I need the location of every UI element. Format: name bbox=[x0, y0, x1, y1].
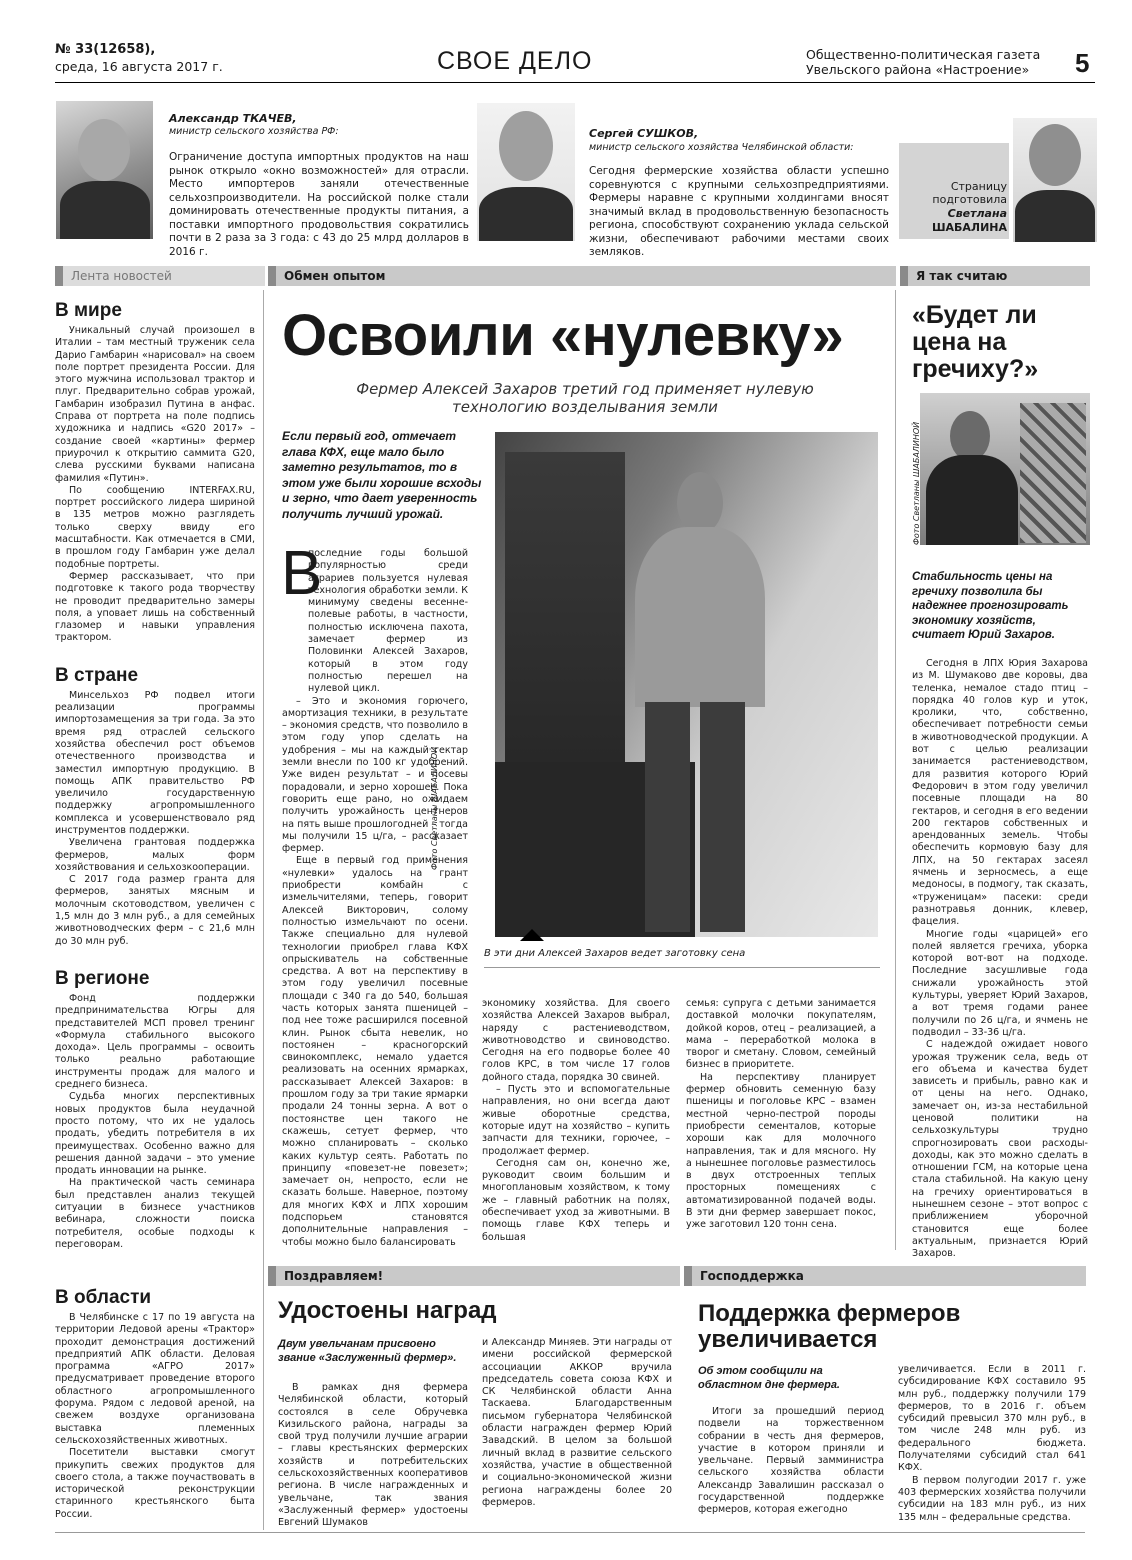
main-col2 bbox=[482, 998, 670, 1244]
sushkov-photo bbox=[477, 103, 575, 241]
quote2-role: министр сельского хозяйства Челябинской области: bbox=[589, 142, 854, 153]
main-col1-p2: – Это и экономия горючего, амортизация техники, в результате – экономия средств, что позволило в этом году упор сделать на удобрения – мы на каждый гектар земли внесли по 100 кг удобрений. Уже виден результат – и посевы порадовали, и зерно хорошее. Пока говорить еще рано, но ожидаем получить урожайность центнеров на пять выше прошлогодней – тогда мы получили 15 ц/га, – рассказает фермер. bbox=[282, 695, 468, 855]
prepared-by-line1: Страницу bbox=[950, 180, 1007, 193]
masthead-rule bbox=[55, 82, 1095, 83]
opinion-p3: С надеждой ожидает нового урожая труженик села, ведь от его объема и качества будет зависеть и прибыль, равно как и от цены на него. Однако, замечает он, из-за нестабильной ценовой политики на сельхозкультуры трудно спрогнозировать свои расходы-доходы, как это можно сделать в отношении ГСМ, на которые цена стала стабильной. На какую цену на гречиху ориентироваться в нынешнем сезоне – этот вопрос с приближением уборочной становится еще более актуальным, признается Юрий Захаров. bbox=[912, 1039, 1088, 1260]
news-country-p3: С 2017 года размер гранта для фермеров, занятых мясным и молочным скотоводством, увеличен с 1,5 млн до 3 млн руб., а для семейных животноводческих ферм – с 21,6 млн до 30 млн руб. bbox=[55, 874, 255, 947]
opinion-text bbox=[912, 658, 1088, 1261]
support-col2-p2: В первом полугодии 2017 г. уже 403 фермерских хозяйства получили субсидии на 183 млн руб., из них 135 млн – федеральные средства. bbox=[898, 1474, 1086, 1523]
news-world-text bbox=[55, 325, 255, 645]
main-col2-p1: экономику хозяйства. Для своего хозяйства Алексей Захаров выбрал, наряду с растениеводством, животноводство и свиноводство. Сегодня на его подворье более 40 голов КРС, в том числе 17 голов дойного стада, порядка 30 свиней. bbox=[482, 998, 670, 1083]
main-photo-credit: Фото Светланы ШАБАЛИНОЙ bbox=[430, 746, 439, 870]
opinion-lead: Стабильность цены на гречиху позволила бы надежнее прогнозировать экономику хозяйств, считает Юрий Захаров. bbox=[912, 571, 1069, 641]
awards-col2-text: и Александр Миняев. Эти награды от имени российской фермерской ассоциации АККОР вручила председатель совета союза КФХ и СК Челябинской области Анна Таскаева. Благодарственным письмом губернатора Челябинской области награжден фермер Юрий Завадский. В целом за большой личный вклад в развитие сельского хозяйства, участие в общественной и социально-экономической жизни региона награждены более 20 фермеров. bbox=[482, 1337, 672, 1508]
support-title-line2: увеличивается bbox=[698, 1326, 878, 1353]
issue-date: среда, 16 августа 2017 г. bbox=[55, 59, 223, 74]
news-country-text bbox=[55, 690, 255, 948]
news-oblast bbox=[55, 1287, 255, 1521]
column-divider-right bbox=[895, 290, 896, 1250]
quote2-text: Сегодня фермерские хозяйства области успешно соревнуются с крупными сельхозпредприятиями. Фермеры наравне с крупными холдингами вносят значимый вклад в продовольственную безопасность региона, способствуют сохранению уклада сельской жизни, обеспечивают рабочими местами своих земляков. bbox=[589, 165, 889, 258]
strip-news-label: Лента новостей bbox=[71, 269, 172, 283]
news-country-heading: В стране bbox=[55, 664, 139, 686]
main-col2-p3: Сегодня сам он, конечно же, руководит своим большим и многоплановым хозяйством, к тому же – главный работник на полях, обеспечивает уход за животными. В помощь главе КФХ теперь и большая bbox=[482, 1157, 670, 1243]
main-col1-p3: Еще в первый год применения «нулевки» удалось на грант приобрести комбайн с измельчителями, теперь, говорит Алексей Викторович, солому полностью измельчают по осени. Также специально для нулевой технологии приобрел глава КФХ опрыскиватель на собственные средства. А вот на перспективу в этом году увеличил посевные площади с 340 га до 540, большая часть которых занята пшеницей – под нее тоже расширился посевной клин. Рынок сбыта невелик, но постоянен – красногорский свинокомплекс, немало удается реализовать на осенних ярмарках, рассказывает Алексей Захаров: в прошлом году за три такие ярмарки продали 24 тонны зерна. А вот о постоянстве цен такого не скажешь, сетует фермер, что можно спланировать – сколько каких культур сеять. Работать по принципу «повезет-не повезет»; замечает он, непросто, если не сказать больше. Наверное, поэтому для многих КФХ и ЛПХ хорошим подспорьем становятся дополнительные направления – чтобы можно было балансировать bbox=[282, 855, 468, 1248]
main-photo bbox=[495, 432, 878, 937]
main-col3-p1: семья: супруга с детьми занимается доставкой молочки покупателям, дойкой коров, отец – реализацией, а мама – переработкой молока в творог и сметану. Словом, семейный бизнес в приоритете. bbox=[686, 998, 876, 1071]
news-oblast-p1: В Челябинске с 17 по 19 августа на территории Ледовой арены «Трактор» проходит демонстрация достижений предприятий АПК области. Деловая программа «АГРО 2017» предусматривает проведение второго областного агропромышленного форума. Рядом с ледовой ареной, на свежем воздухе организована выставка племенных сельскохозяйственных животных. bbox=[55, 1312, 255, 1446]
main-title: Освоили «нулевку» bbox=[282, 303, 844, 368]
strip-experience bbox=[268, 266, 896, 286]
opinion-photo bbox=[920, 393, 1090, 545]
news-oblast-text bbox=[55, 1312, 255, 1521]
strip-opinion bbox=[900, 266, 1090, 286]
news-region-text bbox=[55, 993, 255, 1251]
strip-congrats-label: Поздравляем! bbox=[284, 1269, 384, 1283]
main-lead: Если первый год, отмечает глава КФХ, еще мало было заметно результатов, то в этом уже были хорошие всходы и зерно, что дает уверенность получить лучший урожай. bbox=[282, 429, 482, 521]
news-region-p2: Судьба многих перспективных новых продуктов была неудачной просто потому, что их не удалось продать, убедить потребителя в их преимуществах. Особенно важно для решения данной задачи – это умение продать инновации на рынке. bbox=[55, 1091, 255, 1177]
strip-support bbox=[684, 1266, 1086, 1286]
news-world-p1: Уникальный случай произошел в Италии – там местный труженик села Дарио Гамбарин «нарисовал» на своем поле портрет президента России. Для этого мужчина использовал трактор и плуг. Предварительно собрав урожай, Гамбарин изобразил Путина в анфас. Справа от портрета на поле подпись художника и надпись «G20 2017» – создание своей «картины» фермер приурочил к открытию саммита G20, слева русскими буквами написана фамилия «Путин». bbox=[55, 325, 255, 484]
strip-congrats bbox=[268, 1266, 680, 1286]
opinion-photo-credit: Фото Светланы ШАБАЛИНОЙ bbox=[912, 421, 921, 545]
support-col2 bbox=[898, 1364, 1086, 1524]
news-region-p3: На практической часть семинара был представлен анализ текущей ситуации в бизнесе участников вебинара, сложности поиска потребителя, особые подходы к переговорам. bbox=[55, 1177, 255, 1250]
main-photo-caption-rule bbox=[484, 967, 880, 968]
main-dropcap: В bbox=[281, 539, 323, 608]
issue-number: № 33(12658), bbox=[55, 42, 156, 57]
support-col2-p1: увеличивается. Если в 2011 г. субсидирование КФХ составило 95 млн руб., поддержку получили 179 фермеров, то в 2016 г. объем субсидий превысил 370 млн руб., в том числе 248 млн руб. из федерального бюджета. Получателями субсидий стал 641 КФХ. bbox=[898, 1364, 1086, 1474]
awards-col2 bbox=[482, 1337, 672, 1509]
awards-lead: Двум увельчанам присвоено звание «Заслуженный фермер». bbox=[278, 1338, 457, 1364]
support-col1-text: Итоги за прошедший период подвели на торжественном собрании в честь дня фермеров, участие в котором приняли и увельчане. Первый замминистра сельского хозяйства области Александр Завалишин рассказал о государственной поддержке фермеров, которая ежегодно bbox=[698, 1406, 884, 1516]
awards-title: Удостоены наград bbox=[278, 1297, 497, 1324]
quote1-name: Александр ТКАЧЕВ, bbox=[169, 112, 297, 125]
news-country-p1: Минсельхоз РФ подвел итоги реализации программы импортозамещения за три года. За это время ряд отраслей сельского хозяйства обеспечил рост объемов отечественного производства и заместил импортную продукцию. В помощь АПК правительство РФ увеличило государственную поддержку агропромышленного комплекса и усовершенствовало ряд инструментов поддержки. bbox=[55, 689, 255, 836]
prepared-by-name2: ШАБАЛИНА bbox=[931, 221, 1007, 234]
column-divider-left bbox=[263, 290, 264, 1530]
awards-col1-text: В рамках дня фермера Челябинской области, который состоялся в селе Обручевка Кизильского района, награды за свой труд получили лучшие аграрии – главы крестьянских фермерских хозяйств и потребительских сельскохозяйственных кооперативов региона. В числе награжденных и увельчане, так звания «Заслуженный фермер» удостоены Евгений Шумаков bbox=[278, 1382, 468, 1529]
main-col3 bbox=[686, 998, 876, 1232]
news-world-heading: В мире bbox=[55, 300, 122, 321]
main-col1-p1: последние годы большой популярностью среди аграриев пользуется нулевая технология обработки земли. К минимуму сведены весенне-полевые работы, в частности, полностью исключена пахота, замечает фермер из Половинки Алексей Захаров, который в этом году полностью перешел на нулевой цикл. bbox=[308, 548, 468, 695]
main-col2-p2: – Пусть это и вспомогательные направления, но они всегда дают живые оборотные средства, которые идут на хозяйство – купить запчасти для техники, горючее, – продолжает фермер. bbox=[482, 1084, 670, 1157]
strip-experience-label: Обмен опытом bbox=[284, 269, 386, 283]
paper-name-line1: Общественно-политическая газета bbox=[806, 47, 1041, 62]
news-region-p1: Фонд поддержки предпринимательства Югры для представителей МСП провел тренинг «Формула стабильного высокого дохода». Цель программы – освоить только реально работающие инструменты продаж для малого и среднего бизнеса. bbox=[55, 992, 255, 1091]
main-subtitle: Фермер Алексей Захаров третий год применяет нулевую технологию возделывания земли bbox=[356, 380, 814, 416]
news-column bbox=[55, 300, 255, 1251]
page-number: 5 bbox=[1075, 48, 1090, 78]
support-col1 bbox=[698, 1406, 884, 1517]
section-title: СВОЕ ДЕЛО bbox=[437, 47, 593, 75]
quote2-name: Сергей СУШКОВ, bbox=[589, 127, 699, 140]
paper-name-line2: Увельского района «Настроение» bbox=[806, 62, 1030, 77]
main-photo-caption-triangle bbox=[520, 929, 544, 941]
strip-support-label: Господдержка bbox=[700, 1269, 804, 1283]
news-country-p2: Увеличена грантовая поддержка фермеров, малых форм хозяйствования и сельхозкооперации. bbox=[55, 837, 255, 873]
main-col3-p2: На перспективу планирует фермер обновить семенную базу пшеницы и поголовье КРС – взамен местной черно-пестрой породы приобрести сементалов, которые хороши как для молочного направления, так и для мясного. Ну а нынешнее поголовье разместилось в двух отстроенных теплых просторных помещениях с автоматизированной подачей воды. В эти дни фермер завершает покос, уже заготовил 120 тонн сена. bbox=[686, 1071, 876, 1231]
bottom-rule bbox=[55, 1532, 1085, 1533]
news-region-heading: В регионе bbox=[55, 967, 150, 989]
strip-opinion-label: Я так считаю bbox=[916, 269, 1008, 283]
support-lead: Об этом сообщили на областном дне фермера. bbox=[698, 1365, 840, 1391]
shabalina-photo bbox=[1013, 118, 1097, 242]
main-photo-caption: В эти дни Алексей Захаров ведет заготовку сена bbox=[484, 948, 746, 959]
news-oblast-p2: Посетители выставки смогут прикупить свежих продуктов для своего стола, а также поучаствовать в исторической реконструкции старинного крестьянского быта России. bbox=[55, 1447, 255, 1520]
prepared-by-name1: Светлана bbox=[947, 207, 1007, 220]
opinion-title: «Будет ли цена на гречиху?» bbox=[912, 301, 1039, 383]
opinion-p1: Сегодня в ЛПХ Юрия Захарова из М. Шумаково две коровы, два теленка, немалое стадо птиц – порядка 40 голов кур и уток, кролики, что, собственно, обеспечивает потребности семьи в животноводческой продукции. А вот с целью реализации занимается растениеводством, для развития которого Юрий Федорович в этом году увеличил посевные площади на 80 гектаров, и сегодня в его ведении 200 гектаров собственных и арендованных земель. Чтобы обеспечить кормовую базу для ЛПХ, на 50 гектарах засеял ячмень и зерносмесь, а еще медоносы, в подмогу, так сказать, «труженицам» пасеки: среди разнотравья донник, клевер, фацелия. bbox=[912, 658, 1088, 928]
news-oblast-heading: В области bbox=[55, 1287, 152, 1308]
quote1-role: министр сельского хозяйства РФ: bbox=[169, 126, 339, 137]
news-world-p2: По сообщению INTERFAX.RU, портрет российского лидера шириной в 135 метров можно разглядеть только сверху ввиду его масштабности. Как отмечается в СМИ, в прошлом году Гамбарин уже делал подобные портреты. bbox=[55, 484, 255, 570]
support-title-line1: Поддержка фермеров bbox=[698, 1300, 961, 1327]
strip-news bbox=[55, 266, 265, 286]
quote1-text: Ограничение доступа импортных продуктов на наш рынок открыло «окно возможностей» для отрасли. Место импортеров заняли отечественные сельхозпроизводители. На российской полке стали доминировать отечественные продукты питания, а поставки импортного продовольствия сократились почти в 2 раза за 3 года: с 43 до 25 млрд долларов в 2016 г. bbox=[169, 151, 469, 258]
opinion-p2: Многие годы «царицей» его полей является гречиха, уборка которой вот-вот на подходе. Последние засушливые года снижали урожайность этой культуры, уверяет Юрий Захаров, а вот тремя годами ранее получили по 26 ц/га, и ячмень не подводил – 33-36 ц/га. bbox=[912, 928, 1088, 1038]
news-world-p3: Фермер рассказывает, что при подготовке к такого рода творчеству не проводит предварительно замеры поля, а уповает лишь на собственный глазомер и навыки управления трактором. bbox=[55, 570, 255, 644]
main-col1 bbox=[282, 548, 468, 1249]
awards-col1 bbox=[278, 1382, 468, 1530]
tkachev-photo bbox=[56, 101, 153, 239]
prepared-by-line2: подготовила bbox=[932, 193, 1007, 206]
